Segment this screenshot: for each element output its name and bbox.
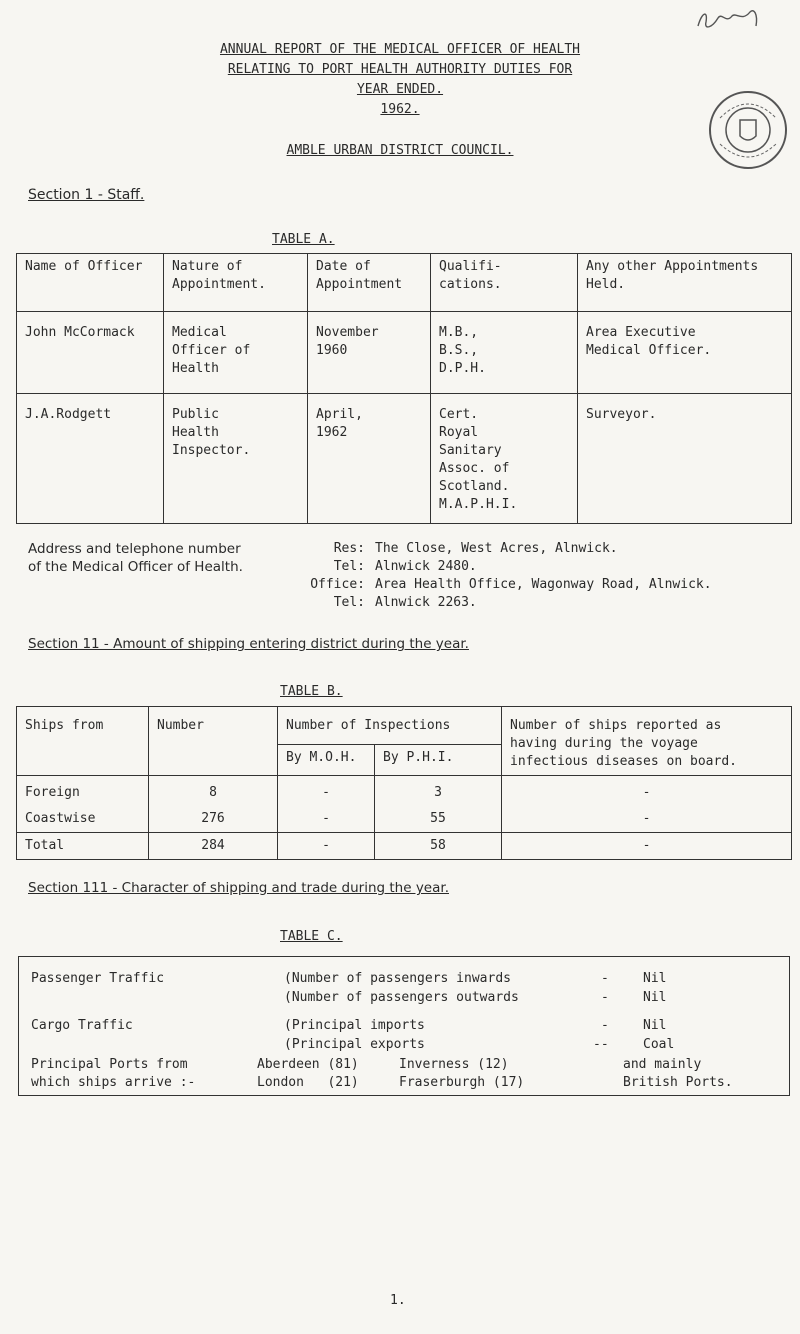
- header-by-moh: By M.O.H.: [278, 744, 375, 775]
- passengers-inwards: (Number of passengers inwards: [284, 971, 511, 986]
- ships-reported: -: [502, 776, 792, 807]
- principal-imports: (Principal imports: [284, 1018, 425, 1033]
- officer-name: J.A.Rodgett: [17, 394, 164, 524]
- office-value: Area Health Office, Wagonway Road, Alnwick.: [375, 577, 712, 592]
- table-row: [17, 312, 792, 394]
- officer-other: Area Executive Medical Officer.: [578, 312, 792, 394]
- report-title-line3: YEAR ENDED.: [356, 82, 444, 97]
- staff-table: [16, 253, 792, 524]
- tel-value: Alnwick 2263.: [375, 595, 477, 610]
- ships-number: 276: [149, 806, 278, 833]
- res-value: The Close, West Acres, Alnwick.: [375, 541, 618, 556]
- officer-other: Surveyor.: [578, 394, 792, 524]
- table-header-row: [17, 254, 792, 312]
- principal-exports-value: Coal: [643, 1037, 675, 1052]
- report-title-line2: RELATING TO PORT HEALTH AUTHORITY DUTIES FOR: [227, 62, 573, 77]
- section1-heading: Section 1 - Staff.: [28, 187, 145, 203]
- trade-table: [18, 956, 790, 1096]
- handwritten-signature: [692, 4, 764, 36]
- total-by-phi: 58: [375, 833, 502, 860]
- officer-date: April, 1962: [308, 394, 431, 524]
- principal-imports-value: Nil: [643, 1018, 667, 1033]
- header-other-appointments: Any other Appointments Held.: [578, 254, 792, 312]
- report-title-line1: ANNUAL REPORT OF THE MEDICAL OFFICER OF HEALTH: [219, 42, 581, 57]
- table-row: [17, 806, 792, 833]
- ships-number: 8: [149, 776, 278, 807]
- officer-date: November 1960: [308, 312, 431, 394]
- header-reported: Number of ships reported as having during the voyage infectious diseases on board.: [502, 707, 792, 776]
- section2-heading: Section 11 - Amount of shipping entering district during the year.: [28, 636, 469, 652]
- ports-label-line1: Principal Ports from: [31, 1057, 188, 1072]
- port-fraserburgh: Fraserburgh (17): [399, 1075, 525, 1090]
- total-by-moh: -: [278, 833, 375, 860]
- dash: -: [601, 990, 609, 1005]
- table-total-row: [17, 833, 792, 860]
- address-label-line2: of the Medical Officer of Health.: [28, 559, 243, 575]
- passengers-outwards-value: Nil: [643, 990, 667, 1005]
- total-reported: -: [502, 833, 792, 860]
- header-nature: Nature of Appointment.: [164, 254, 308, 312]
- ports-note-line1: and mainly: [623, 1057, 702, 1072]
- header-date: Date of Appointment: [308, 254, 431, 312]
- tel-label: Tel:: [333, 559, 365, 574]
- total-number: 284: [149, 833, 278, 860]
- dash: -: [601, 1018, 609, 1033]
- officer-qualifications: Cert. Royal Sanitary Assoc. of Scotland. M.A.P.H.I.: [431, 394, 578, 524]
- header-ships-from: Ships from: [17, 707, 149, 776]
- res-label: Res:: [333, 541, 365, 556]
- shipping-table: [16, 706, 792, 860]
- ships-reported: -: [502, 806, 792, 833]
- table-row: [17, 394, 792, 524]
- officer-appointment: Medical Officer of Health: [164, 312, 308, 394]
- table-row: [17, 776, 792, 807]
- council-name: AMBLE URBAN DISTRICT COUNCIL.: [286, 143, 514, 158]
- report-year: 1962.: [380, 102, 420, 117]
- table-b-label: TABLE B.: [280, 684, 343, 699]
- header-number: Number: [149, 707, 278, 776]
- port-aberdeen: Aberdeen (81): [257, 1057, 359, 1072]
- header-by-phi: By P.H.I.: [375, 744, 502, 775]
- section3-heading: Section 111 - Character of shipping and trade during the year.: [28, 880, 449, 896]
- header-name: Name of Officer: [17, 254, 164, 312]
- port-inverness: Inverness (12): [399, 1057, 509, 1072]
- total-label: Total: [17, 833, 149, 860]
- ships-from: Foreign: [17, 776, 149, 807]
- dash: --: [593, 1037, 609, 1052]
- ships-by-phi: 3: [375, 776, 502, 807]
- principal-exports: (Principal exports: [284, 1037, 425, 1052]
- passenger-traffic-label: Passenger Traffic: [31, 971, 165, 986]
- tel-value: Alnwick 2480.: [375, 559, 477, 574]
- passengers-inwards-value: Nil: [643, 971, 667, 986]
- dash: -: [601, 971, 609, 986]
- officer-appointment: Public Health Inspector.: [164, 394, 308, 524]
- table-a-label: TABLE A.: [272, 232, 335, 247]
- ships-by-moh: -: [278, 776, 375, 807]
- ports-label-line2: which ships arrive :-: [31, 1075, 196, 1090]
- office-label: Office:: [310, 577, 365, 592]
- ports-note-line2: British Ports.: [623, 1075, 733, 1090]
- council-seal-icon: [706, 88, 790, 172]
- address-label-line1: Address and telephone number: [28, 541, 241, 557]
- ships-from: Coastwise: [17, 806, 149, 833]
- tel-label: Tel:: [333, 595, 365, 610]
- officer-name: John McCormack: [17, 312, 164, 394]
- table-c-label: TABLE C.: [280, 929, 343, 944]
- cargo-traffic-label: Cargo Traffic: [31, 1018, 133, 1033]
- page-number: 1.: [390, 1293, 406, 1308]
- header-qualifications: Qualifi- cations.: [431, 254, 578, 312]
- passengers-outwards: (Number of passengers outwards: [284, 990, 519, 1005]
- ships-by-moh: -: [278, 806, 375, 833]
- port-london: London (21): [257, 1075, 359, 1090]
- officer-qualifications: M.B., B.S., D.P.H.: [431, 312, 578, 394]
- header-inspections: Number of Inspections: [278, 707, 502, 745]
- ships-by-phi: 55: [375, 806, 502, 833]
